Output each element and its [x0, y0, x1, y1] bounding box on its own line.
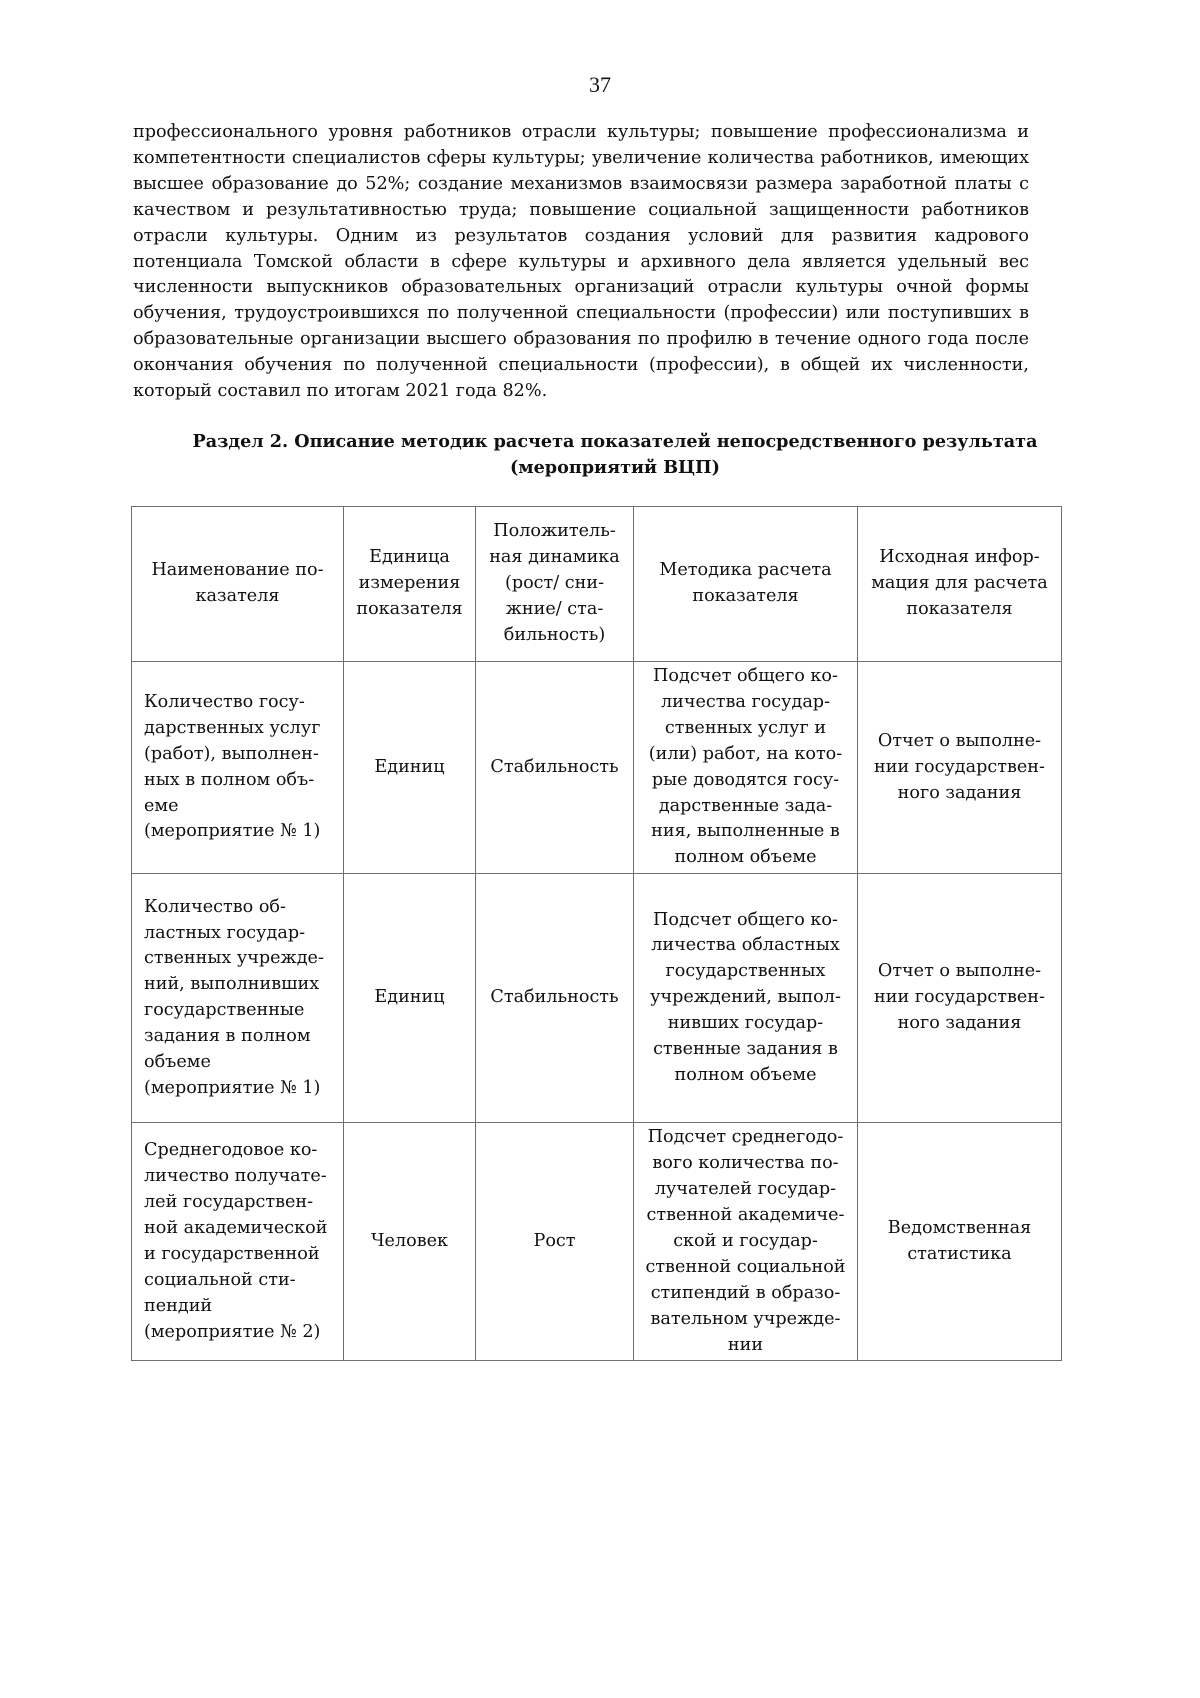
dynamics-cell: Рост	[476, 1123, 634, 1361]
section-heading-line-1: Раздел 2. Описание методик расчета показателей непосредственного результата	[192, 431, 1038, 452]
unit-cell: Единиц	[344, 662, 476, 874]
indicator-name-cell: Количество об- ластных государ- ственных учрежде- ний, выполнивших государственные задания в полном объеме (мероприятие № 1)	[132, 874, 344, 1123]
header-source: Исходная инфор- мация для расчета показателя	[858, 507, 1062, 662]
method-cell: Подсчет общего ко- личества областных государственных учреждений, выпол- нивших государ- ственные задания в полном объеме	[634, 874, 858, 1123]
table-row	[132, 874, 1062, 1123]
header-unit: Единица измерения показателя	[344, 507, 476, 662]
indicator-name-cell: Среднегодовое ко- личество получате- лей государствен- ной академической и государственной социальной сти- пендий (мероприятие № 2)	[132, 1123, 344, 1361]
dynamics-cell: Стабильность	[476, 874, 634, 1123]
indicator-methods-table	[131, 506, 1062, 1361]
header-indicator-name: Наименование по- казателя	[132, 507, 344, 662]
dynamics-cell: Стабильность	[476, 662, 634, 874]
page-number: 37	[589, 72, 611, 97]
method-cell: Подсчет среднегодо- вого количества по- лучателей государ- ственной академиче- ской и государ- ственной социальной стипендий в образо- вательном учрежде- нии	[634, 1123, 858, 1361]
unit-cell: Единиц	[344, 874, 476, 1123]
header-method: Методика расчета показателя	[634, 507, 858, 662]
unit-cell: Человек	[344, 1123, 476, 1361]
table-row	[132, 662, 1062, 874]
section-heading	[160, 429, 1070, 481]
source-cell: Отчет о выполне- нии государствен- ного задания	[858, 874, 1062, 1123]
indicator-name-cell: Количество госу- дарственных услуг (работ), выполнен- ных в полном объ- еме (мероприятие № 1)	[132, 662, 344, 874]
method-cell: Подсчет общего ко- личества государ- ственных услуг и (или) работ, на кото- рые доводятся госу- дарственные зада- ния, выполненные в полном объеме	[634, 662, 858, 874]
source-cell: Ведомственная статистика	[858, 1123, 1062, 1361]
body-paragraph: профессионального уровня работников отрасли культуры; повышение профессионализма и компетентности специалистов сферы культуры; увеличение количества работников, имеющих высшее образование до 52%; создание механизмов взаимосвязи размера заработной платы с качеством и результативностью труда; повышение социальной защищенности работников отрасли культуры. Одним из результатов создания условий для развития кадрового потенциала Томской области в сфере культуры и архивного дела является удельный вес численности выпускников образовательных организаций отрасли культуры очной формы обучения, трудоустроившихся по полученной специальности (профессии) или поступивших в образовательные организации высшего образования по профилю в течение одного года после окончания обучения по полученной специальности (профессии), в общей их численности, который составил по итогам 2021 года 82%.	[133, 122, 1029, 402]
table-row	[132, 1123, 1062, 1361]
table-header-row	[132, 507, 1062, 662]
header-dynamics: Положитель- ная динамика (рост/ сни- жние/ ста- бильность)	[476, 507, 634, 662]
section-heading-line-2: (мероприятий ВЦП)	[510, 457, 720, 478]
source-cell: Отчет о выполне- нии государствен- ного задания	[858, 662, 1062, 874]
